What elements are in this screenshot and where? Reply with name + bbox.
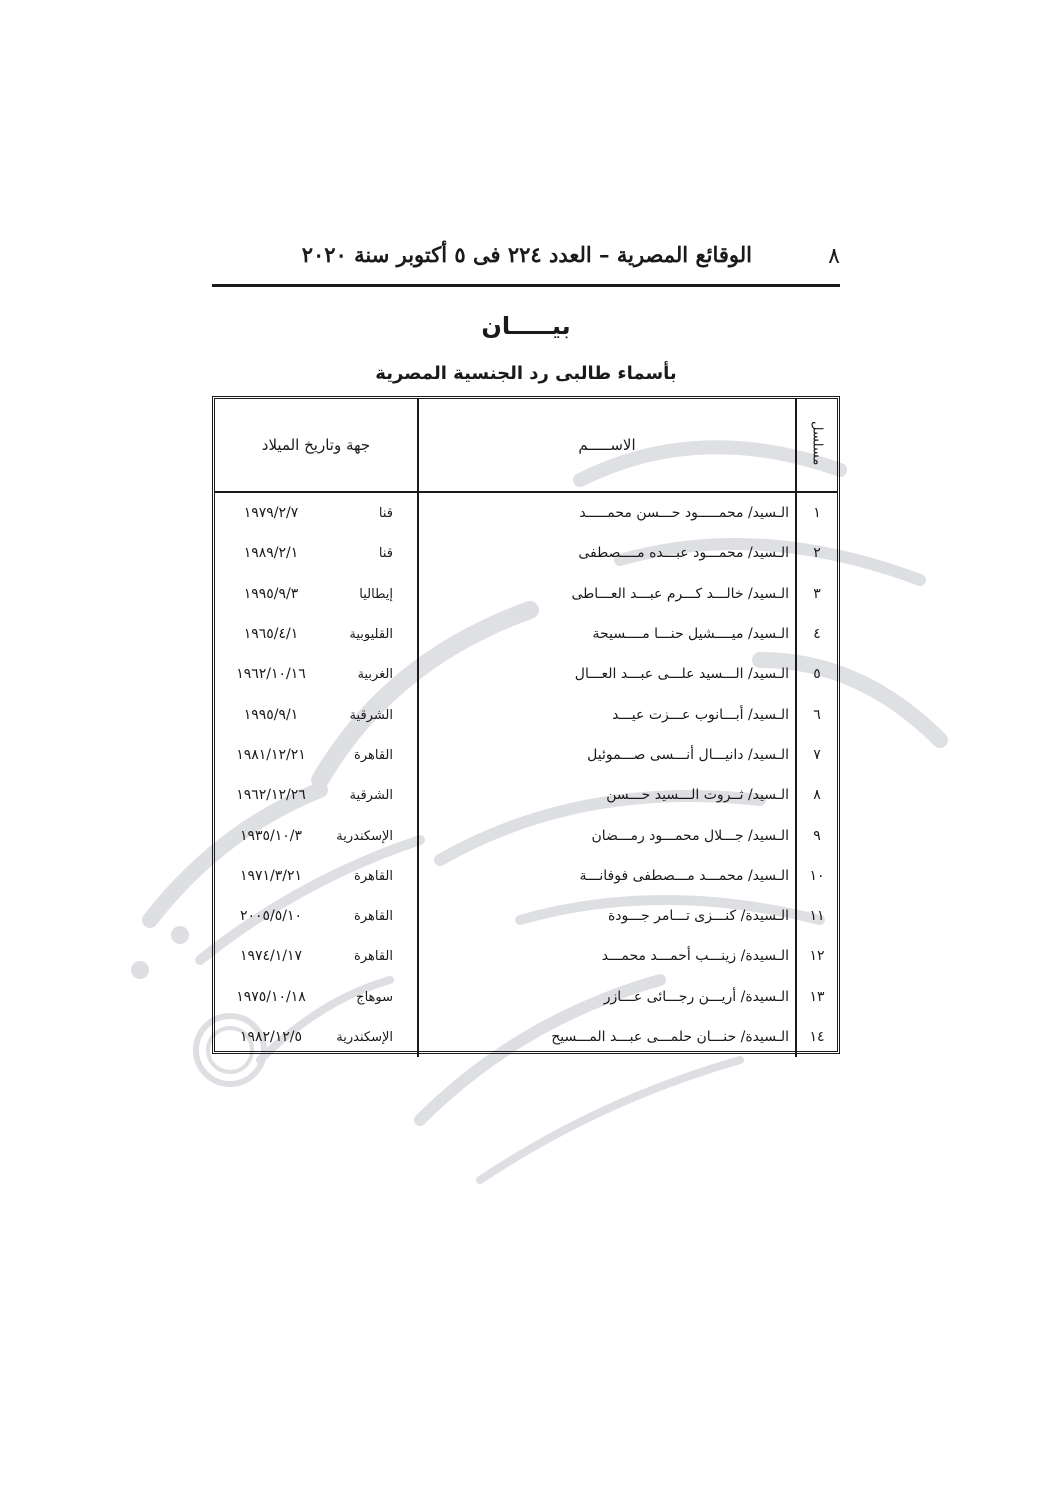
row-birth-info (215, 856, 418, 896)
table-row (215, 492, 837, 533)
row-birth-place: الشرقية (349, 707, 393, 723)
row-serial: ٧ (796, 735, 837, 775)
row-birth-date: ١٩٧٤/١/١٧ (239, 948, 303, 965)
row-serial: ٢ (796, 533, 837, 573)
row-name: الـسيد/ محمـــد مـــصطفى فوفانـــة (418, 856, 796, 896)
row-serial: ١٢ (796, 936, 837, 976)
row-birth-info (215, 735, 418, 775)
header-rule (212, 284, 840, 287)
row-name: الـسيد/ ميــــشيل حنـــا مــــسيحة (418, 614, 796, 654)
row-birth-place: الإسكندرية (336, 828, 393, 844)
row-serial: ٥ (796, 654, 837, 694)
row-serial: ٤ (796, 614, 837, 654)
table-row (215, 614, 837, 654)
table-row (215, 936, 837, 976)
row-birth-date: ١٩٧٩/٢/٧ (243, 505, 299, 522)
document-title: بيـــــان (481, 312, 571, 340)
row-name: الـسيدة/ حنـــان حلمـــى عبـــد المـــسيح (418, 1017, 796, 1057)
row-birth-info (215, 1017, 418, 1057)
table-row (215, 896, 837, 936)
row-serial: ٦ (796, 694, 837, 734)
table-row (215, 977, 837, 1017)
table-row (215, 856, 837, 896)
row-serial: ١٣ (796, 977, 837, 1017)
row-serial: ٣ (796, 574, 837, 614)
page-number: ٨ (828, 244, 840, 269)
row-birth-info (215, 574, 418, 614)
row-birth-place: القاهرة (354, 747, 393, 763)
row-name: الـسيد/ محمـــود عبـــده مــــصطفى (418, 533, 796, 573)
row-birth-info (215, 614, 418, 654)
table-row (215, 694, 837, 734)
row-birth-date: ١٩٨٢/١٢/٥ (239, 1029, 303, 1045)
row-birth-date: ١٩٩٥/٩/٣ (243, 585, 299, 602)
row-birth-place: القاهرة (354, 909, 393, 925)
row-birth-info (215, 775, 418, 815)
issue-line: الوقائع المصرية – العدد ٢٢٤ فى ٥ أكتوبر سنة ٢٠٢٠ (301, 242, 752, 267)
row-birth-info (215, 815, 418, 855)
row-birth-info (215, 694, 418, 734)
row-birth-date: ٢٠٠٥/٥/١٠ (239, 908, 303, 925)
row-serial: ٨ (796, 775, 837, 815)
row-name: الـسيد/ جـــلال محمـــود رمـــضان (418, 815, 796, 855)
row-birth-date: ١٩٦٢/١٠/١٦ (236, 666, 306, 683)
row-serial: ١ (796, 492, 837, 533)
row-birth-place: الشرقية (349, 788, 393, 804)
row-birth-place: الغربية (357, 667, 393, 683)
row-birth-info (215, 492, 418, 533)
applicants-table (212, 396, 840, 1054)
row-birth-info (215, 936, 418, 976)
row-name: الـسيدة/ كنـــزى تـــامر جـــودة (418, 896, 796, 936)
birth-info-header: جهة وتاريخ الميلاد (215, 399, 418, 492)
serial-header: مسلسل (796, 399, 837, 492)
table-row (215, 775, 837, 815)
row-birth-place: القاهرة (354, 949, 393, 965)
name-header: الاســـــم (418, 399, 796, 492)
document-subtitle: بأسماء طالبى رد الجنسية المصرية (375, 363, 677, 384)
table-row (215, 574, 837, 614)
table-row (215, 815, 837, 855)
row-name: الـسيدة/ زينـــب أحمـــد محمـــد (418, 936, 796, 976)
row-name: الـسيد/ محمـــــود حـــسن محمـــــد (418, 492, 796, 533)
row-birth-date: ١٩٦٥/٤/١ (243, 626, 299, 643)
row-name: الـسيد/ أبـــانوب عـــزت عيـــد (418, 694, 796, 734)
row-birth-info (215, 977, 418, 1017)
row-birth-place: قنا (378, 546, 393, 562)
row-name: الـسيدة/ أريـــن رجـــائى عـــازر (418, 977, 796, 1017)
row-name: الـسيد/ خالـــد كـــرم عبـــد العـــاطى (418, 574, 796, 614)
row-name: الـسيد/ دانيـــال أنـــسى صـــموئيل (418, 735, 796, 775)
row-name: الـسيد/ الـــسيد علـــى عبـــد العـــال (418, 654, 796, 694)
row-serial: ١٠ (796, 856, 837, 896)
applicants-table-grid (215, 399, 837, 1057)
row-birth-date: ١٩٣٥/١٠/٣ (239, 827, 303, 844)
row-serial: ٩ (796, 815, 837, 855)
table-header-row (215, 399, 837, 492)
row-birth-date: ١٩٦٢/١٢/٢٦ (236, 787, 306, 804)
table-row (215, 735, 837, 775)
row-birth-info (215, 654, 418, 694)
row-birth-place: الإسكندرية (336, 1030, 393, 1045)
row-birth-date: ١٩٧١/٣/٢١ (239, 867, 303, 884)
row-birth-place: القاهرة (354, 868, 393, 884)
row-birth-date: ١٩٨١/١٢/٢١ (236, 746, 306, 763)
row-serial: ١٤ (796, 1017, 837, 1057)
row-birth-date: ١٩٧٥/١٠/١٨ (236, 988, 306, 1005)
table-body (215, 492, 837, 1057)
row-birth-place: قنا (378, 506, 393, 522)
row-birth-place: سوهاج (356, 989, 393, 1005)
table-row (215, 1017, 837, 1057)
table-row (215, 533, 837, 573)
row-serial: ١١ (796, 896, 837, 936)
row-birth-date: ١٩٩٥/٩/١ (243, 706, 299, 723)
row-birth-date: ١٩٨٩/٢/١ (243, 545, 299, 562)
table-row (215, 654, 837, 694)
row-name: الـسيد/ ثــروت الـــسيد حـــسن (418, 775, 796, 815)
row-birth-info (215, 896, 418, 936)
row-birth-place: إيطاليا (359, 586, 393, 602)
page-header (212, 240, 840, 280)
row-birth-place: القليوبية (349, 627, 393, 643)
row-birth-info (215, 533, 418, 573)
